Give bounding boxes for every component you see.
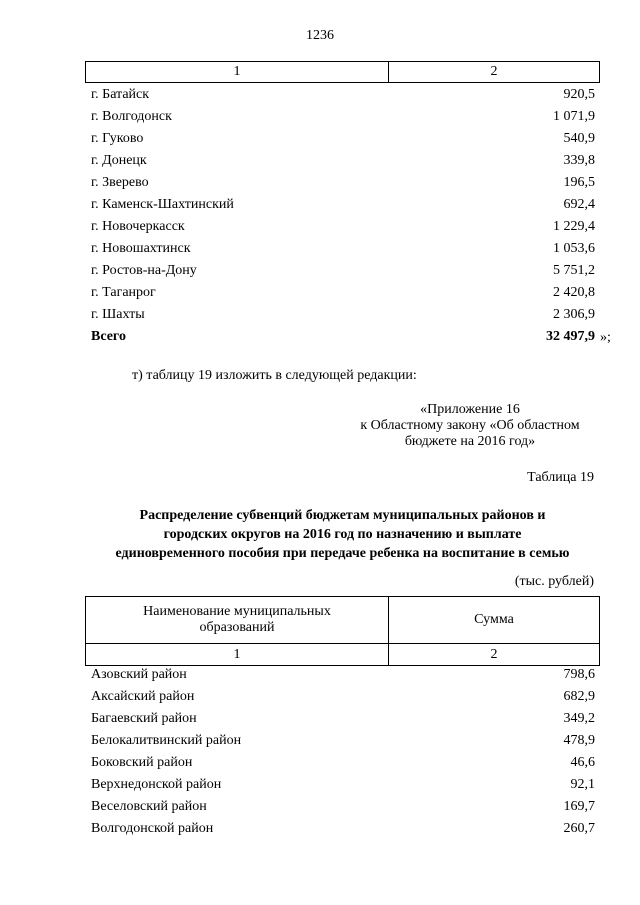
table1-header <box>85 61 600 83</box>
table-row <box>85 150 595 172</box>
row-value: 1 071,9 <box>553 109 595 124</box>
table-row <box>85 730 595 752</box>
row-value: 339,8 <box>563 153 595 168</box>
row-value: 349,2 <box>563 711 595 726</box>
row-value: 920,5 <box>563 87 595 102</box>
table1-header-col2: 2 <box>490 64 498 79</box>
page-number: 1236 <box>306 28 334 43</box>
row-name: г. Батайск <box>91 87 150 102</box>
table-row <box>85 172 595 194</box>
appendix-reference <box>340 402 600 450</box>
table-row <box>85 708 595 730</box>
table1-header-col1: 1 <box>86 62 389 82</box>
table-row <box>85 796 595 818</box>
row-value: 2 306,9 <box>553 307 595 322</box>
row-name: Аксайский район <box>91 689 195 704</box>
row-value: 540,9 <box>563 131 595 146</box>
row-name: г. Донецк <box>91 153 147 168</box>
row-name: г. Зверево <box>91 175 149 190</box>
row-value: 5 751,2 <box>553 263 595 278</box>
table-row <box>85 774 595 796</box>
total-value: 32 497,9 <box>546 329 595 344</box>
title-line: единовременного пособия при передаче ребенка на воспитание в семью <box>115 546 570 561</box>
table2-colnum-row <box>86 644 599 665</box>
table-title <box>60 506 625 563</box>
table2-header-row <box>86 597 599 644</box>
row-value: 92,1 <box>570 777 595 792</box>
title-line: городских округов на 2016 год по назначению и выплате <box>163 527 522 542</box>
table2-body <box>85 664 595 840</box>
total-closing-quote: »; <box>600 330 611 345</box>
table-row <box>85 194 595 216</box>
header-name-line: образований <box>199 620 275 635</box>
row-value: 692,4 <box>563 197 595 212</box>
table-row <box>85 238 595 260</box>
row-value: 260,7 <box>563 821 595 836</box>
table-row <box>85 304 595 326</box>
table-row <box>85 260 595 282</box>
table-row <box>85 752 595 774</box>
row-name: Белокалитвинский район <box>91 733 242 748</box>
row-value: 46,6 <box>570 755 595 770</box>
instruction-text: т) таблицу 19 изложить в следующей редакции: <box>132 368 417 383</box>
row-value: 1 229,4 <box>553 219 595 234</box>
total-label: Всего <box>91 329 126 344</box>
row-value: 169,7 <box>563 799 595 814</box>
table1-body <box>85 84 595 348</box>
row-name: Верхнедонской район <box>91 777 222 792</box>
table-row <box>85 216 595 238</box>
table-row <box>85 664 595 686</box>
table-row <box>85 818 595 840</box>
row-name: г. Шахты <box>91 307 145 322</box>
row-name: Азовский район <box>91 667 187 682</box>
row-name: Боковский район <box>91 755 193 770</box>
title-line: Распределение субвенций бюджетам муниципальных районов и <box>139 508 546 523</box>
units-label: (тыс. рублей) <box>514 574 594 589</box>
row-name: Волгодонской район <box>91 821 214 836</box>
table-row <box>85 282 595 304</box>
table-row <box>85 84 595 106</box>
row-name: г. Каменск-Шахтинский <box>91 197 234 212</box>
row-name: г. Новошахтинск <box>91 241 191 256</box>
row-name: Веселовский район <box>91 799 207 814</box>
appendix-line: бюджете на 2016 год» <box>404 434 536 449</box>
row-name: г. Новочеркасск <box>91 219 185 234</box>
row-value: 798,6 <box>563 667 595 682</box>
table-row <box>85 128 595 150</box>
table-row <box>85 686 595 708</box>
header-name-line: Наименование муниципальных <box>143 604 331 619</box>
row-name: г. Таганрог <box>91 285 156 300</box>
header-sum-cell: Сумма <box>474 612 514 627</box>
header-name-cell <box>86 597 389 643</box>
table-name: Таблица 19 <box>527 470 594 485</box>
row-name: г. Волгодонск <box>91 109 172 124</box>
colnum-1: 1 <box>86 644 389 665</box>
row-name: г. Ростов-на-Дону <box>91 263 197 278</box>
row-name: г. Гуково <box>91 131 144 146</box>
row-value: 1 053,6 <box>553 241 595 256</box>
table-total-row <box>85 326 595 348</box>
row-value: 478,9 <box>563 733 595 748</box>
row-value: 196,5 <box>563 175 595 190</box>
row-value: 682,9 <box>563 689 595 704</box>
table2-header <box>85 596 600 666</box>
colnum-2: 2 <box>490 646 498 662</box>
row-value: 2 420,8 <box>553 285 595 300</box>
table-row <box>85 106 595 128</box>
row-name: Багаевский район <box>91 711 197 726</box>
appendix-line: к Областному закону «Об областном <box>360 418 580 433</box>
appendix-line: «Приложение 16 <box>420 402 520 417</box>
